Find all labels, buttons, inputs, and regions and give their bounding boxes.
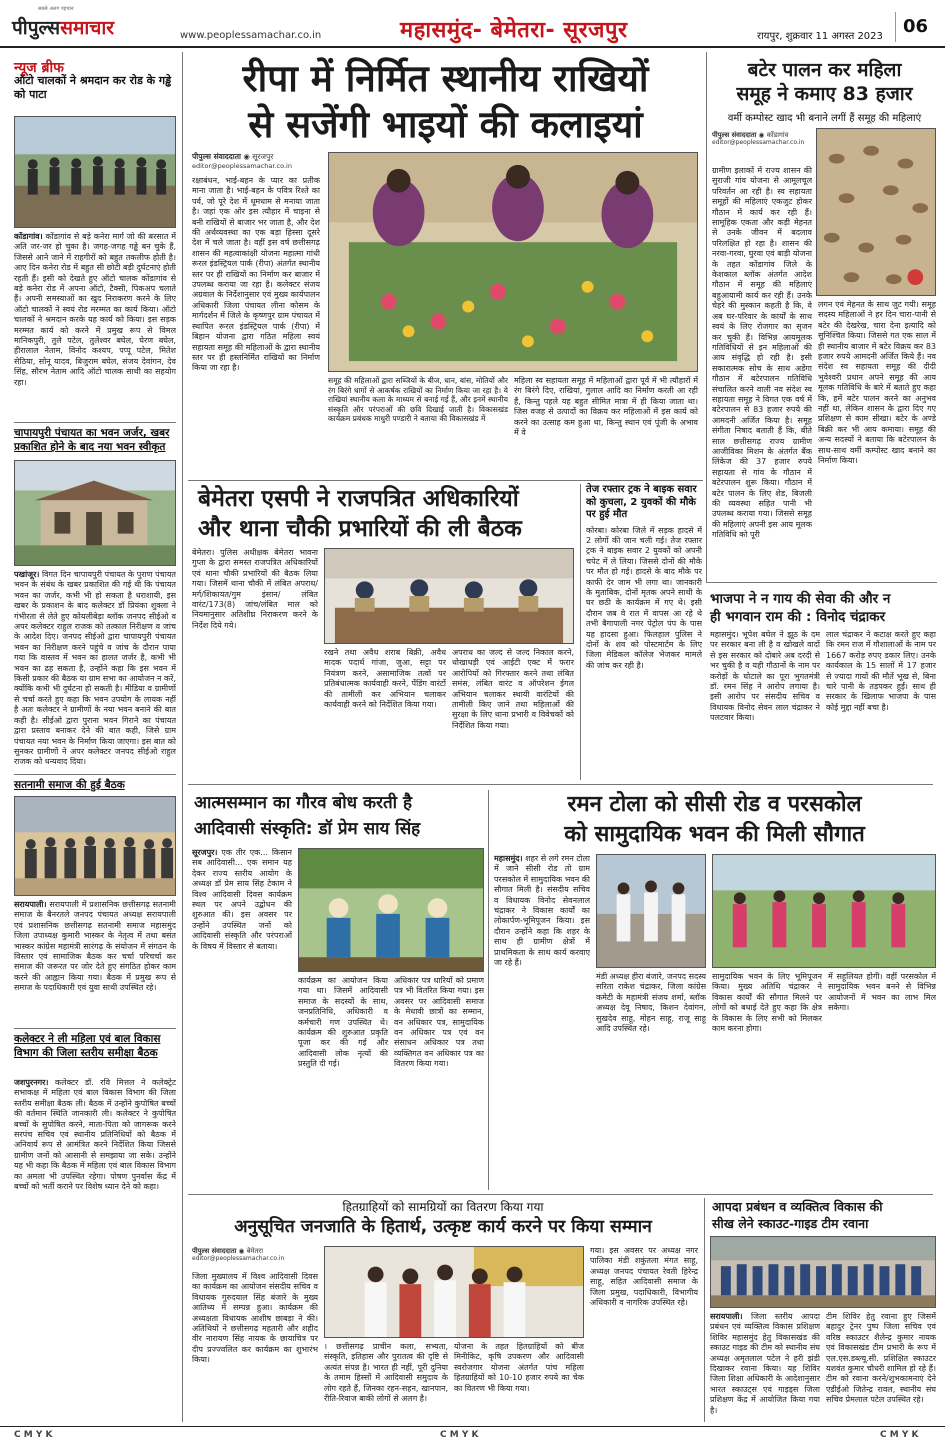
story-headline[interactable]: तेज रफ्तार ट्रक ने बाइक सवार को कुचला, 2 युवकों की मौके पर हुई मौत [586, 484, 697, 520]
sp-col-2: रखने तथा अवैध शराब बिक्री, अवैध मादक पदार्थ गांजा, जुआ, सट्टा पर नियंत्रण करने, असामाजिक तत्वों पर प्रतिबंधात्मक कार्यवाही करने, पेंडिंग वारंटों की तामीली कर अभियान चलाकर कार्यवाही करने को निर्देशित किया गया। [324, 648, 446, 710]
byline-email[interactable]: editor@peoplessamachar.co.in [712, 139, 805, 146]
byline-place: सूरजपुर [252, 152, 274, 161]
website-url[interactable]: www.peoplessamachar.co.in [180, 30, 322, 41]
byline-email[interactable]: editor@peoplessamachar.co.in [192, 162, 292, 170]
byline: पीपुल्स संवाददाता ◉ सूरजपुर [192, 152, 274, 161]
column-rule [182, 52, 183, 1422]
story-body [14, 570, 176, 770]
samman-col-2: । छत्तीसगढ़ प्राचीन कला, सभ्यता, संस्कृति, इतिहास और पुरातत्व की दृष्टि से अत्यंत संपन्न है। भारत ही नहीं, पूरी दुनिया के तमाम हिस्सों में आदिवासी समुदाय के लोग रहते हैं, जिनका रहन-सहन, खानपान, रीति-रिवाज बाकी लोगों से अलग है। [324, 1342, 448, 1404]
samman-col-4: गया। इस अवसर पर अध्यक्ष नगर पालिका मंडी शकुंतला मंगत साहू, अध्यक्ष जनपद पंचायत रेवती हिरेन्द्र साहू, सहित आदिवासी समाज के जिला प्रमुख, पदाधिकारी, विभागीय अधिकारी व नागरिक उपस्थित रहे। [590, 1246, 698, 1308]
raman-col-2: मंडी अध्यक्ष हीरा बंजारे, जनपद सदस्य सरिता राकेश चंद्राकर, जिला कांग्रेस कमेटी के महामंत्री संजय शर्मा, ब्लॉक अध्यक्ष देवू निषाद, किशन देवांगन, सुखदेव साहू, मोहन साहू, राजू साहू आदि उपस्थित रहे। [596, 972, 706, 1034]
headline-line2: ही भगवान राम की : विनोद चंद्राकर [710, 609, 886, 625]
samman-col-3: योजना के तहत हितग्राहियों को बीज मिनीकिट, कृषि उपकरण और आदिवासी स्वरोजगार योजना अंतर्गत पांच महिला हितग्राहियों को 10-10 हजार रुपये का चेक का वितरण भी किया गया। [454, 1342, 584, 1393]
headline-line2: को सामुदायिक भवन की मिली सौगात [564, 822, 865, 847]
story-text: कलेक्टर डॉ. रवि मित्तल ने कलेक्ट्रेट सभाकक्ष में महिला एवं बाल विकास विभाग की जिला स्तरीय समीक्षा बैठक ली। बैठक में उन्होंने कुपोषित बच्चों की वर्तमान स्थिति जानकारी ली। कलेक्टर ने कुपोषित बच्चों के सुपोषित करने, माता-पिता को जागरूक करने सरपंच सचिव एवं स्थानीय प्रतिनिधियों को बैठक में अनिवार्य रूप से आमंत्रित करने निर्देशित किया जिससे ग्रामीण जनों को आसानी से समझाया जा सके। उन्होंने यह भी कहा कि बैठक में महिला एवं बाल विकास विभाग का अमला भी उपस्थित रहेगा। पोषण पुनर्वास केंद्र में बच्चों को भर्ती कराने पर विशेष ध्यान देने को कहा। [14, 1078, 176, 1192]
divider [188, 1194, 933, 1195]
column-rule [488, 790, 489, 1190]
logo-tagline: सबसे अलग पहचान [38, 6, 74, 12]
byline-author: पीपुल्स संवाददाता [192, 152, 241, 161]
headline-line2: और थाना चौकी प्रभारियों की ली बैठक [198, 516, 522, 542]
sp-col-1: बेमेतरा। पुलिस अधीक्षक बेमेतरा भावना गुप्ता के द्वारा समस्त राजपत्रित अधिकारियों एवं थाना चौकी प्रभारियों की बैठक लिया गया। जिसमें थाना चौकी में लंबित अपराध/मर्ग/शिकायत/गुम इंसान/ लंबित वारंट/173(8) जांच/लंबित माल को नियमानुसार अतिशीघ्र निराकरण करने के निर्देश दिये गये। [192, 548, 318, 630]
headline-line1: भाजपा ने न गाय की सेवा की और न [710, 591, 891, 607]
raman-col-4: में सहूलियत होगी। वहीं परसकोल में सामुदायिक भवन बनने से विभिन्न आयोजनों में भवन का लाभ मिल सकेगा। [828, 972, 936, 1013]
cmyk-mark-center: C M Y K [440, 1430, 479, 1440]
story-headline[interactable]: कलेक्टर ने ली महिला एवं बाल विकास विभाग की जिला स्तरीय समीक्षा बैठक [14, 1033, 161, 1059]
page-number: 06 [895, 12, 935, 42]
adiwasi-col-2: कार्यक्रम का आयोजन किया गया था। जिसमें आदिवासी समाज के सदस्यों के साथ, जनप्रतिनिधि, अधिकारी व कर्मचारी गण उपस्थित थे। कार्यक्रम की शुरुआत प्रकृति पूजा कर की गई और आदिवासी लोक नृत्यों की प्रस्तुति दी गई। [298, 976, 388, 1069]
headline-line1: बेमेतरा एसपी ने राजपत्रित अधिकारियों [198, 486, 519, 512]
column-rule [706, 52, 707, 582]
headline-line2: सीख लेने स्काउट-गाइड टीम रवाना [712, 1216, 869, 1231]
brief-story-2 [14, 426, 176, 454]
issue-date: रायपुर, शुक्रवार 11 अगस्त 2023 [757, 31, 883, 42]
quail-farm-photo [816, 128, 936, 296]
divider [188, 480, 703, 481]
edition-title: महासमुंद- बेमेतरा- सूरजपुर [400, 18, 628, 43]
headline-line2: समूह ने कमाए 83 हजार [736, 83, 913, 105]
inauguration-photo-2 [712, 854, 936, 968]
brief-story-3 [14, 778, 176, 792]
divider [14, 1028, 176, 1029]
samman-ceremony-photo [324, 1246, 584, 1338]
story-dateline: सूरजपुर। [192, 848, 218, 857]
masthead [0, 0, 945, 48]
quail-headline[interactable] [712, 58, 937, 106]
bjp-headline[interactable] [706, 590, 938, 626]
scout-col-1 [710, 1312, 820, 1422]
story-body: कोरबा। कोरबा जिले में सड़क हादसे में 2 लोगों की जान चली गई। तेज रफ्तार ट्रक ने बाइक सवार 2 युवकों को अपनी चपेट में ले लिया। जिससे दोनों की मौके पर मौत हो गई। हादसे के बाद मौके पर काफी देर जाम भी लगा था। जानकारी के मुताबिक, दोनों मृतक अपने साथी के घर छठी के कार्यक्रम में गए थे। इसी दौरान जब वे रात में वापस आ रहे थे तभी बैगापाली नगर पेट्रोल पंप के पास यह हादसा हुआ। फिलहाल पुलिस ने दोनों के शव को पोस्टमार्टम के लिए जिला मेडिकल कॉलेज भेजकर मामले की जांच कर रही है। [586, 525, 702, 670]
story-dateline: सरायपाली। [710, 1312, 743, 1321]
divider [706, 582, 937, 583]
panchayat-building-photo [14, 460, 176, 566]
samman-col-1: जिला मुख्यालय में विश्व आदिवासी दिवस का कार्यक्रम का आयोजन संसदीय सचिव व विधायक गुरुदयाल सिंह बंजारे के मुख्य आतिथ्य में सम्पन्न हुआ। कार्यक्रम की अध्यक्षता विधायक आशीष छाबड़ा ने की। अतिथियों ने छत्तीसगढ़ महतारी और शहीद वीर नारायण सिंह नायक के छायाचित्र पर दीप प्रज्ज्वलित कर कार्यक्रम का शुभारंभ किया। [192, 1272, 318, 1365]
story-body [14, 232, 176, 418]
story-text: एक तीर एक... किसान सब आदिवासी... एक समान यह देकर राज्य स्तरीय आयोग के अध्यक्ष डॉ प्रेम साय सिंह टेकाम ने विश्व आदिवासी दिवस कार्यक्रम स्थल पर अपने उद्बोधन की शुरुआत की। इस अवसर पर उन्होंने उपस्थित जनों को आदिवासी संस्कृति और परंपराओं के विषय में विस्तार से बताया। [192, 848, 292, 951]
byline-email[interactable]: editor@peoplessamachar.co.in [192, 1255, 285, 1262]
headline-line2: आदिवासी संस्कृति: डॉ प्रेम साय सिंह [194, 819, 421, 839]
news-brief-label: न्यूज ब्रीफ [14, 60, 64, 76]
column-rule [580, 484, 581, 780]
sp-col-3: अपराध का जल्द से जल्द निकाल करने, धोखाधड़ी एवं आईटी एक्ट में फरार आरोपियों को गिरफ्तार करने तथा लंबित समंस, लंबित वारंट व ऑपरेशन ईगल अभियान चलाकर स्थायी वारंटियों की तामीली किए जाने तथा महिलाओं की सुरक्षा के लिए थाना प्रभारी व विवेचकों को निर्देशित किया गया। [452, 648, 574, 730]
rakhi-making-photo [328, 152, 698, 372]
cmyk-mark-right: C M Y K [880, 1430, 919, 1440]
inauguration-photo-1 [596, 854, 706, 968]
samman-byline: पीपुल्स संवाददाता ◉ बेमेतरा editor@peoplessamachar.co.in [192, 1246, 318, 1262]
headline-line1: बटेर पालन कर महिला [747, 59, 902, 81]
story-dateline: कोंडागांव। [14, 232, 43, 241]
headline-line1: आपदा प्रबंधन व व्यक्तित्व विकास की [712, 1199, 883, 1214]
raman-tola-headline[interactable] [492, 790, 937, 850]
adiwasi-col-3: अधिकार पत्र धारियों को प्रमाण पत्र भी वितरित किया गया। इस अवसर पर आदिवासी समाज के मेधावी छात्रों का सम्मान, वन अधिकार पत्र, सामुदायिक वन अधिकार पत्र एवं वन संसाधन अधिकार पत्र तथा व्यक्तिगत वन अधिकार पत्र का वितरण किया गया। [394, 976, 484, 1069]
headline-line1: आत्मसम्मान का गौरव बोध करती है [194, 793, 413, 813]
lead-headline-line1: रीपा में निर्मित स्थानीय राखियों [242, 57, 649, 100]
logo-part1: पीपुल्स [12, 17, 61, 39]
story-text: विगत दिन चापायपुरी पंचायत के पुराण पंचायत भवन के संबंध के खबर प्रकाशित की गई थी कि पंचायत भवन का जर्जर, कभी भी हो सकता है धराशायी, इस खबर के प्रकाशन के बाद कलेक्टर डॉ प्रियंका शुक्ला ने गंभीरता से लेते हुए कोयलीबेड़ा ब्लॉक जनपद सीईओ व अपर कलेक्टर राहुल राजक को तत्काल निरीक्षण व जांच के आदेश दिए। जनपद सीईओ द्वारा चापायपुरी पंचायत भवन का निरीक्षण करने पहुंचे व जांच के दौरान पाया गया कि वास्तव में भवन का हालत जर्जर है, कभी भी भवन का ढह सकता है, उन्होंने कहा कि इस भवन में किसी प्रकार की बैठक या ग्राम सभा का आयोजन न करें, क्योंकि कभी भी दुर्घटना हो सकती है। मीडिया व ग्रामीणों से चर्चा करते हुए कहा कि भवन उपयोग के लायक नहीं है अतः कलेक्टर ने ग्रामीणों के नया भवन बनाने की बात कही है। सीईओ द्वारा पुराना भवन गिराने का पंचायत द्वारा प्रस्ताव बनाकर देने की बात कही, जिसे ग्राम पंचायत नया भवन के निर्माण किया जाएगा। इस बात को सुनकर ग्रामीणों ने अपर कलेक्टर जनपद सीईओ राहुल राजक को धन्यवाद दिया। [14, 570, 176, 767]
cmyk-mark-left: C M Y K [14, 1430, 53, 1440]
quail-col-2: लगन एवं मेहनत के साथ जुट गयी। समूह सदस्य महिलाओं ने हर दिन चारा-पानी से बटेर की देखरेख, चारा देना इत्यादि को सुनिश्चित किया। जिससे गत एक साल में ही स्थानीय बाजार में बटेर विक्रय कर 83 हजार रुपये आमदनी अर्जित किये हैं। नव संदेश स्व सहायता समूह की दीदी भुवेश्वरी प्रधान अपने समूह की आय मूलक गतिविधि के बारे में बताते हुए कहा कि, हमें बटेर पालन करने का अनुभव नहीं था, लेकिन शासन के द्वारा दिए गए प्रशिक्षण से काम सीखा। बटेर के अण्डे बिक्री कर भी आय कमाया। समूह की अन्य सदस्यों ने बताया कि बटेरपालन के साथ-साथ वर्मी कम्पोस्ट खाद बनाने का निर्माण किया। [818, 300, 936, 466]
story-headline[interactable]: सतनामी समाज की हुई बैठक [14, 779, 125, 791]
story-text: सरायपाली में प्रशासनिक छत्तीसगढ़ सतनामी समाज के बैनरतले जनपद पंचायत अध्यक्ष सरायपाली एवं प्रशासनिक छत्तीसगढ़ सतनामी समाज महासमुंद जिला उपाध्यक्ष कुमारी भास्कर के नेतृत्व में तथा बसंत भास्कर कांग्रेस महामंत्री सारंगढ़ के संयोजन में संगठन के विस्तार एवं सामाजिक बैठक कर चर्चा परिचर्चा कर समाज की जरूरत पर जोर देते हुए संगठित होकर काम करने की आह्वान किया गया। बैठक में प्रमुख रूप से समाज के पदाधिकारी एवं युवा साथी उपस्थित रहे। [14, 900, 176, 993]
adiwasi-col-1 [192, 848, 292, 1190]
brief-story-1 [14, 74, 174, 102]
raman-col-3: सामुदायिक भवन के लिए भूमिपूजन किया। मुख्य अतिथि चंद्राकर ने विकास कार्यों की सौगात मिलने पर लोगों को बधाई देते हुए कहा कि क्षेत्र के विकास के लिए सभी को मिलकर काम करना होगा। [712, 972, 822, 1034]
satnami-meeting-photo [14, 796, 176, 896]
logo-text [12, 14, 114, 40]
story-headline[interactable]: ऑटो चालकों ने श्रमदान कर रोड के गड्ढे को पाटा [14, 74, 172, 101]
brief-story-4 [14, 1032, 176, 1060]
divider [14, 422, 176, 423]
adiwasi-headline[interactable] [188, 790, 484, 842]
divider [188, 784, 933, 785]
bjp-col-2: लाल चंद्राकर ने कटाक्ष करते हुए कहा कि रमन राज में गौशालाओं के नाम पर 1667 करोड़ रुपए डकार लिए। उनके कार्यकाल के 15 सालों में 17 हजार से ज्यादा गायों की मौतें भूख से, बिना चारे पानी के तड़पकर हुईं। साथ ही सरकार के खिलाफ भाजपा के पास कोई मुद्दा नहीं बचा है। [826, 630, 936, 712]
footer-rule [0, 1426, 945, 1427]
headline-line1: रमन टोला को सीसी रोड व परसकोल [567, 792, 862, 817]
samman-kicker: हितग्राहियों को सामग्रियों का वितरण किया गया [342, 1200, 544, 1214]
divider [14, 774, 176, 775]
newspaper-logo[interactable] [8, 6, 158, 42]
lead-headline[interactable] [188, 56, 703, 148]
raman-col-1 [494, 854, 590, 1190]
column-rule [704, 1198, 705, 1422]
story-dateline: सरायपाली। [14, 900, 47, 909]
lead-byline-block [192, 152, 322, 170]
sp-meeting-photo [324, 548, 574, 644]
auto-drivers-photo [14, 116, 176, 228]
scout-col-2: टीम शिविर हेतु रवाना हुए जिसमें बहादुर ट्रेनर पुष्प जिला सचिव एवं वरिष्ठ स्काउटर शैलेन्द्र कुमार नायक एवं विकासखंड टीम प्रभारी के रूप में एल.एस.डब्ल्यू.सी. प्रशिक्षित स्काउटर यशवंत कुमार चौधरी शामिल हो रहे हैं। टीम को रवाना करने/शुभकामनाएं देने एडीईओ जितेन्द्र रावल, स्थानीय संघ सचिव प्रेमलाल पटेल उपस्थित रहे। [826, 1312, 936, 1405]
story-text: जिला स्तरीय आपदा प्रबंधन एवं व्यक्तित्व विकास प्रशिक्षण शिविर महासमुंद हेतु विकासखंड की स्काउट गाइड की टीम को स्थानीय संघ अध्यक्ष अमृतलाल पटेल ने हरी झंडी दिखाकर रवाना किया। यह शिविर जिला शिक्षा अधिकारी के आदेशानुसार भारत स्काउट्स एवं गाइड्स जिला प्रशिक्षण केंद्र में आयोजित किया गया है। [710, 1312, 820, 1415]
quail-subhead: वर्मी कम्पोस्ट खाद भी बनाने लगीं हैं समूह की महिलाएं [727, 113, 922, 124]
scout-headline[interactable] [708, 1198, 937, 1232]
lead-headline-line2: से सजेंगी भाइयों की कलाइयां [248, 103, 643, 146]
byline-place: बेमेतरा [246, 1247, 263, 1255]
story-dateline: जशपुरनगर। [14, 1078, 49, 1087]
story-dateline: पखांजूर। [14, 570, 40, 579]
story-dateline: महासमुंद। [494, 854, 523, 863]
samman-headline[interactable]: अनुसूचित जनजाति के हितार्थ, उत्कृष्ट कार्य करने पर किया सम्मान [234, 1217, 652, 1237]
truck-accident-story [586, 484, 702, 762]
lead-col-1: रक्षाबंधन, भाई-बहन के प्यार का प्रतीक माना जाता है। भाई-बहन के पवित्र रिश्ते का पर्व, जो पूरे देश में धूमधाम से मनाया जाता है। जहां एक ओर इस त्यौहार में चाइना से बनी राखियों से बाजार भर जाता है, और देश की अर्थव्यवस्था का एक बड़ा हिस्सा दूसरे देश में चले जाता है। वहीं इस वर्ष छत्तीसगढ़ शासन की महत्वाकांक्षी योजना महात्मा गांधी रूरल इंडस्ट्रियल पार्क (रीपा) अंतर्गत स्थानीय स्तर पर ही राखियों का निर्माण कर बाजार में उपलब्ध कराया जा रहा है। कलेक्टर संजय अग्रवाल के निर्देशानुसार एवं मुख्य कार्यपालन अधिकारी जिला पंचायत लीना कोसम के मार्गदर्शन में जिले के कृष्णपुर ग्राम पंचायत में स्थापित रूरल इंडस्ट्रियल पार्क (रीपा) में बिहान योजना द्वारा गठित महिला स्वयं सहायता समूह की महिलाओं के द्वारा स्थानीय स्तर पर ही हस्तनिर्मित राखियों का निर्माण किया जा रहा है। [192, 176, 320, 373]
adiwasi-event-photo [298, 848, 484, 972]
scout-team-photo [710, 1236, 936, 1308]
story-headline[interactable]: चापायपुरी पंचायत का भवन जर्जर, खबर प्रकाशित होने के बाद नया भवन स्वीकृत [14, 427, 170, 453]
lead-col-3: महिला स्व सहायता समूह में महिलाओं द्वारा पूर्व में भी त्यौहारों में रंग बिरंगे दिए, राखियां, गुलाल आदि का निर्माण करती आ रही हैं, किन्तु पहले यह बहुत सीमित मात्रा में ही किया जाता था। जिस वजह से उत्पादों का विक्रय कर महिलाओं में इस कार्य को करने का उत्साह कम हुआ था, किन्तु स्थान एवं पूंजी के अभाव में वे [514, 376, 698, 438]
quail-byline: पीपुल्स संवाददाता ◉ कोंडागांव editor@peoplessamachar.co.in [712, 130, 812, 146]
sp-meeting-headline[interactable] [188, 484, 574, 544]
byline-place: कोंडागांव [766, 131, 789, 139]
byline-author: पीपुल्स संवाददाता [192, 1247, 237, 1255]
bjp-col-1: महासमुंद। भूपेश बघेल ने झूठ के दम पर सरकार बना ली है व खोखले वादों से इस सरकार को दोबारे अब दरदी से भर चुकी है व यही गौठानों के नाम पर करोड़ों के घोटाले का पूरा भुगतमंत्री डॉ. रमन सिंह ने आरोप लगाया है। इसी आरोप पर संसदीय सचिव व विधायक विनोद सेवन लाल चंद्राकर ने पलटवार किया। [710, 630, 820, 723]
story-body [14, 1078, 176, 1408]
story-text: कोंडागांव से बड़े कनेरा मार्ग जो की बरसात में अति जर-जर हो चुका है। जगह-जगह गड्ढे बन चुके हैं, जिससे आने जाने में राहगीरों को बहुत तकलीफ होती है। आए दिन कनेरा रोड में बहुत सी छोटी बड़ी दुर्घटनाएं होती रहती हैं। इसी को देखते हुए ऑटो चालक कोंडागांव से बड़े कनेरा रोड में अपना ऑटो, टैक्सी, पिकअप चलाते हैं। अपनी समस्याओं का खुद निराकरण करने के लिए ऑटो चालकों ने स्वयं रोड मरम्मत का कार्य किया। ऑटो चालकों ने श्रमदान करके यह कार्य को किया। इस सड़क मरम्मत कार्य को करने में प्रमुख रूप से विमल मानिकपुरी, तुले पटेल, तुलेश्वर बघेल, घेरण बघेल, हीरालाल नेताम, विनोद कश्यप, पप्पू पटेल, मितेश सेठिया, सोनू यादव, बिजुराम बघेल, संजय देवांगन, देव सिंह, सौरभ नेताम आदि ऑटो चालक साथी का सहयोग रहा। [14, 232, 176, 387]
lead-photo-caption: समूह की महिलाओं द्वारा सब्जियों के बीज, धान, बांस, मोतियों और रंग बिरंगे धागों से आकर्षक राखियों का निर्माण किया जा रहा है। ये राखियां स्थानीय कला के माध्यम से बनाई गई हैं, और इनमें स्थानीय संस्कृति और परंपराओं की छवि दिखाई जाती है। विकासखंड कार्यक्रम प्रबंधक माधुरी पण्डारी ने बताया की विकासखंड में [328, 376, 508, 423]
quail-col-1: ग्रामीण इलाकों में राज्य शासन की सुराजी गांव योजना से आमूलचूल परिवर्तन आ रही है। स्व सहायता समूहों की महिलाएं एकजुट होकर गौठान में कार्य कर रही हैं। सामूहिक एकता और कड़ी मेहनत से उनके जीवन में बदलाव परिलक्षित हो रहा है। शासन की नरवा-गरवा, घुरवा एवं बाड़ी योजना के तहत कोंडागांव जिले के केशकाल ब्लॉक अंतर्गत आदेश गौठान में समूह की महिलाएं बहुआयामी कार्य कर रही हैं। उनके चेहरे की मुस्कान कहती है कि, वे अब घर-परिवार के कार्यों के साथ स्वयं के लिए रोजगार का सृजन कर चुकी हैं। विभिन्न आयमूलक गतिविधियों से इन महिलाओं की आय संवृद्धि हो रही है। इसी सकारात्मक सोच के साथ अडेंगा गौठान में बटेरपालन गतिविधि संचालित करने वाली नव संदेश स्व सहायता समूह ने विगत एक वर्ष में बटेरपालन से 83 हजार रुपये की आमदनी अर्जित किया है। समूह संगीता निषाद बताती हैं कि, बीते साल छत्तीसगढ़ राज्य ग्रामीण आजीविका मिशन के अंतर्गत बैंक लिंकेज की 37 हजार रुपये सहायता से गांव के गौठान में बटेरपालन शुरू किया। गौठान में बटेर पालन के लिए शेड, बिजली की व्यवस्था सहित पानी भी उपलब्ध कराया गया। जिससे समूह की महिलाएं अपनी इस आय मूलक गतिविधि को पूरी [712, 166, 812, 540]
byline-author: पीपुल्स संवाददाता [712, 131, 757, 139]
story-text: शहर से लगे रमन टोला में जाने सीसी रोड तो ग्राम परसकोल में सामुदायिक भवन की सौगात मिली है। संसदीय सचिव व विधायक विनोद सेवनलाल चंद्राकर ने विकास कार्यों का लोकार्पण-भूमिपूजन किया। इस दौरान उन्होंने कहा कि शहर के साथ ही ग्रामीण क्षेत्रों में प्राथमिकता के साथ कार्य करवाए जा रहे हैं। [494, 854, 590, 968]
story-body [14, 900, 176, 1024]
logo-part2: समाचार [60, 17, 115, 39]
